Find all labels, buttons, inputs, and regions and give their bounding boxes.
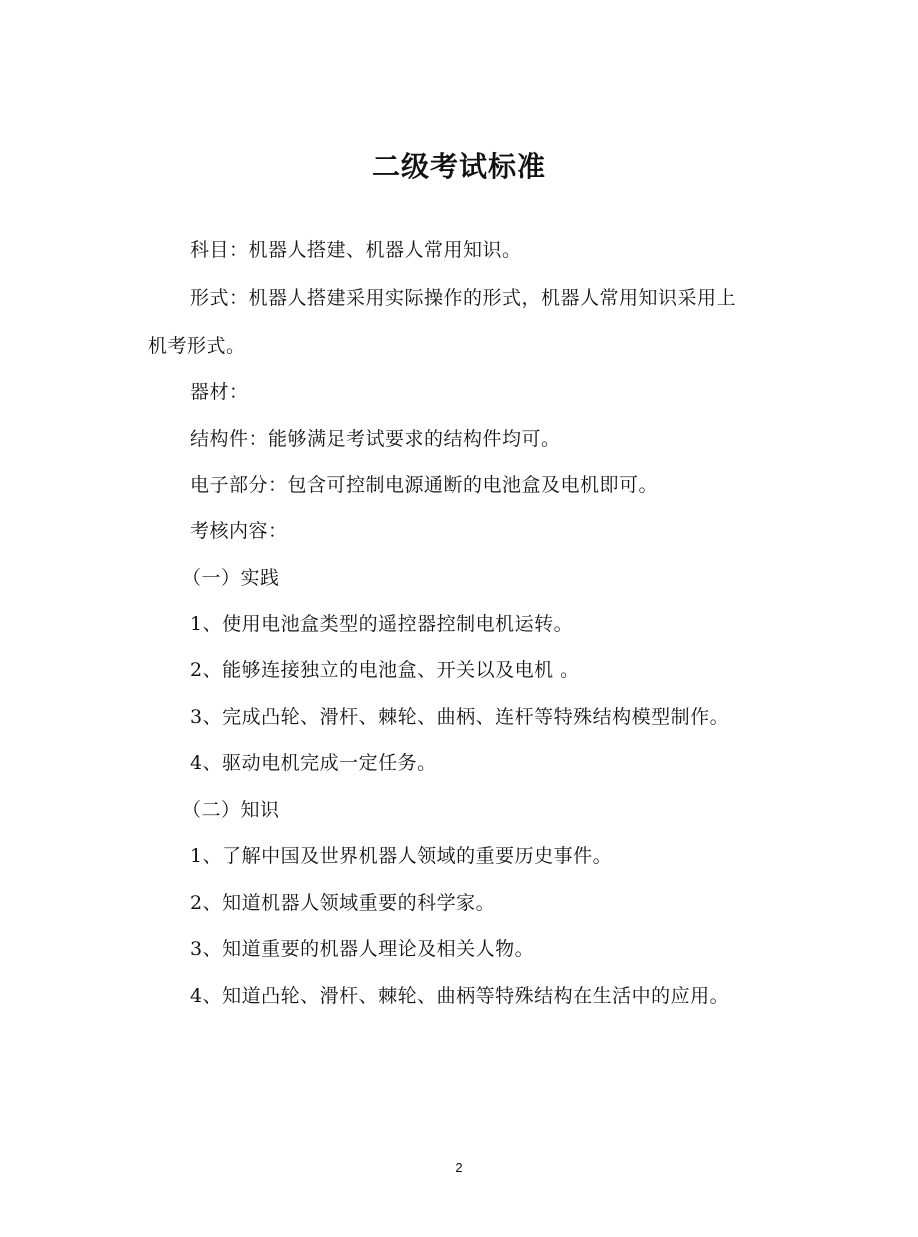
practice-heading: （一）实践 [182,567,280,589]
knowledge-item: 2、知道机器人领域重要的科学家。 [190,892,496,914]
knowledge-item: 4、知道凸轮、滑杆、棘轮、曲柄等特殊结构在生活中的应用。 [190,985,730,1007]
practice-item: 2、能够连接独立的电池盒、开关以及电机 。 [190,659,580,681]
subjects-line: 科目：机器人搭建、机器人常用知识。 [190,239,522,261]
equipment-heading: 器材： [190,381,249,403]
practice-item: 4、驱动电机完成一定任务。 [190,752,437,774]
knowledge-item: 1、了解中国及世界机器人领域的重要历史事件。 [190,845,613,867]
knowledge-item: 3、知道重要的机器人理论及相关人物。 [190,938,535,960]
knowledge-heading: （二）知识 [182,799,280,821]
practice-item: 3、完成凸轮、滑杆、棘轮、曲柄、连杆等特殊结构模型制作。 [190,706,730,728]
practice-item: 1、使用电池盒类型的遥控器控制电机运转。 [190,613,574,635]
electronics-line: 电子部分：包含可控制电源通断的电池盒及电机即可。 [190,474,659,496]
format-line-2: 机考形式。 [148,335,246,357]
page-title: 二级考试标准 [371,150,546,183]
content-heading: 考核内容： [190,520,288,542]
structure-parts-line: 结构件：能够满足考试要求的结构件均可。 [190,428,561,450]
page-number: 2 [455,1160,463,1175]
format-line-1: 形式：机器人搭建采用实际操作的形式，机器人常用知识采用上 [190,287,737,309]
